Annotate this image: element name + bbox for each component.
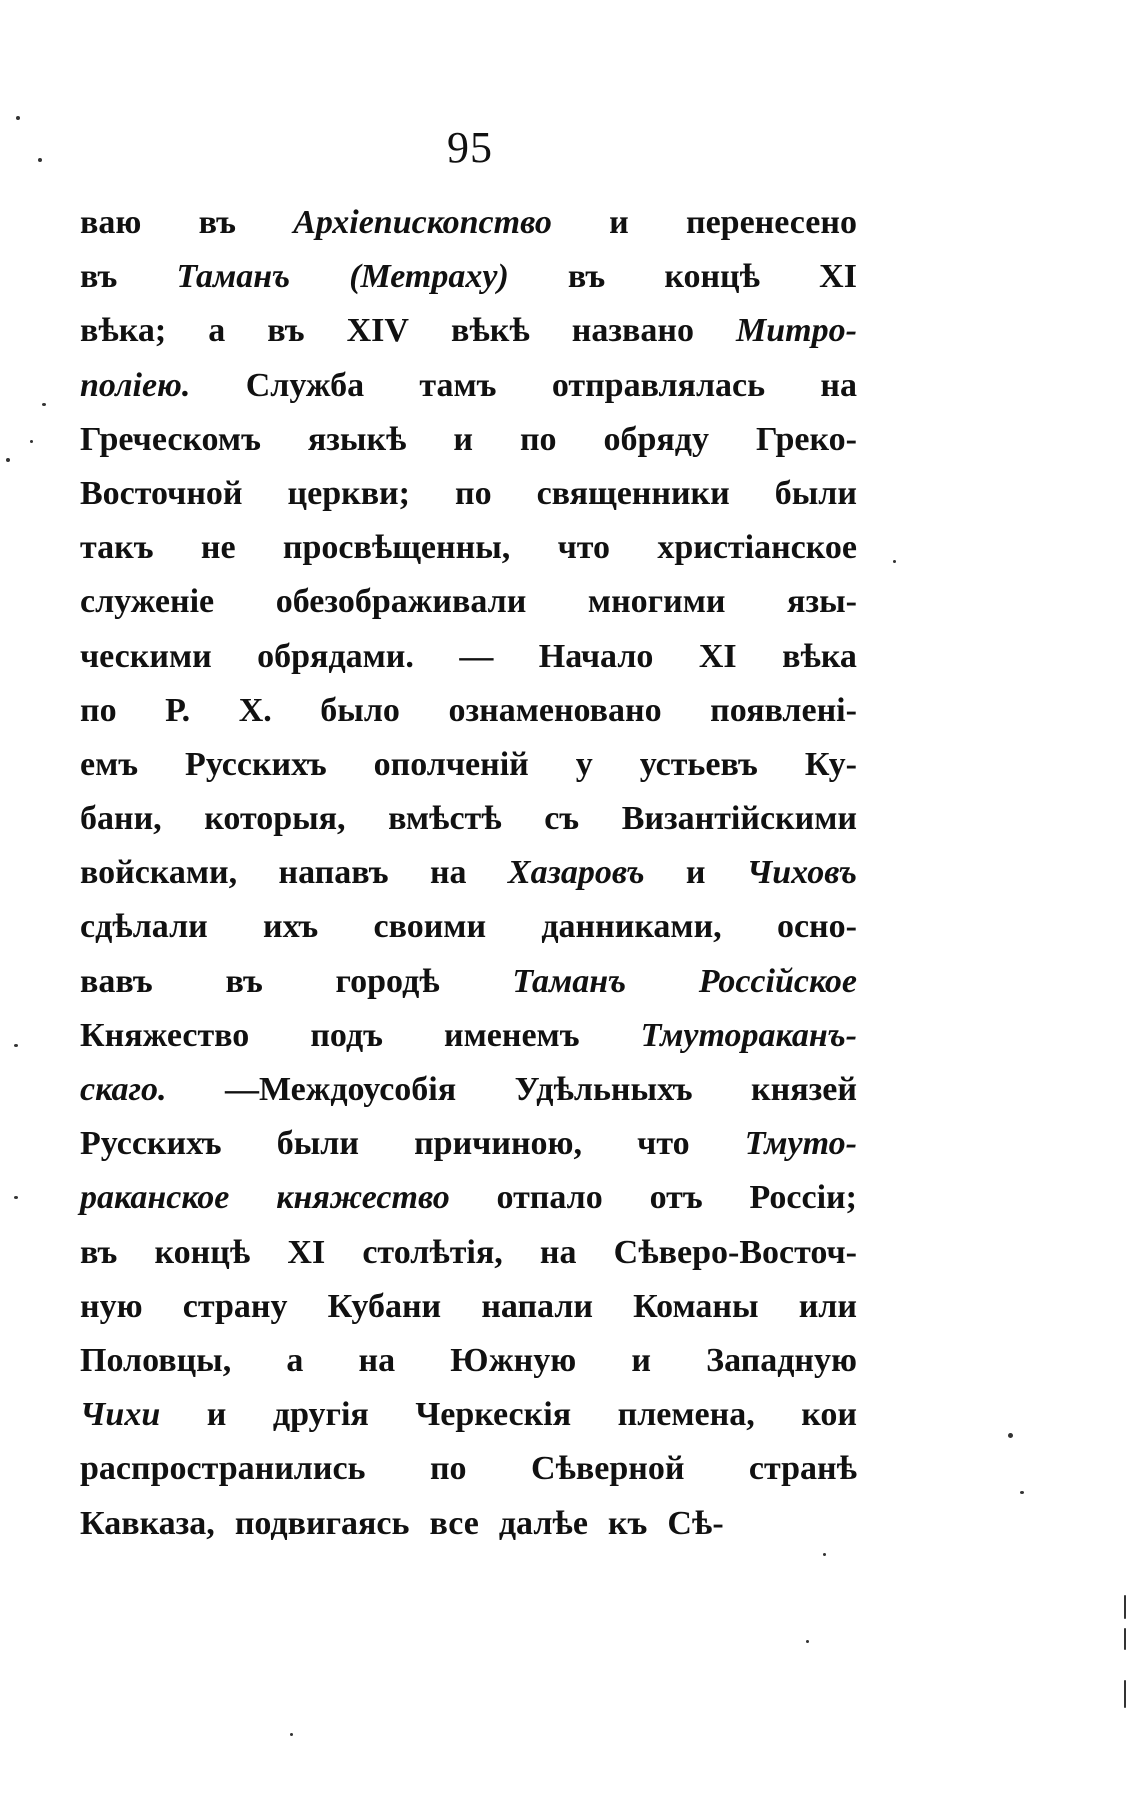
word: Южную [450, 1341, 577, 1379]
word: служеніе [80, 583, 215, 621]
word: столѣтія, [362, 1233, 503, 1271]
word: на [820, 366, 857, 404]
word: — [459, 637, 494, 675]
word: обезображивали [275, 583, 527, 621]
word: племена, [617, 1396, 755, 1434]
scan-speck [42, 403, 46, 406]
scan-speck [38, 158, 42, 162]
word: Сѣ- [667, 1504, 724, 1542]
word: ную [80, 1287, 143, 1325]
text-line [80, 1334, 857, 1388]
text-line [80, 359, 857, 413]
word: напали [481, 1287, 594, 1325]
word: появлені- [710, 691, 857, 729]
word: къ [607, 1504, 648, 1542]
scan-speck [6, 458, 10, 462]
word: съ [544, 800, 580, 838]
word: далѣе [498, 1504, 588, 1542]
word: Команы [633, 1287, 759, 1325]
word: вѣка [782, 637, 857, 675]
word: Кубани [327, 1287, 442, 1325]
word: Западную [706, 1341, 857, 1379]
word: въ [198, 204, 236, 241]
word: данниками, [541, 908, 722, 946]
scan-speck [16, 116, 20, 120]
italic-word: Чиховъ [746, 854, 857, 892]
text-line [80, 1117, 857, 1171]
text-line [80, 630, 857, 684]
word: были [774, 474, 857, 512]
italic-word: Таманъ [512, 962, 627, 1000]
word: христіанское [657, 529, 857, 567]
word: обрядами. [257, 637, 414, 675]
text-line [80, 304, 857, 358]
scan-speck [1008, 1433, 1013, 1438]
text-line [80, 413, 857, 467]
scan-speck [1124, 1595, 1126, 1619]
italic-word: поліею. [80, 366, 191, 404]
body-text [80, 196, 857, 1551]
word: ихъ [263, 908, 319, 946]
word: Русскихъ [185, 745, 327, 783]
word: по [429, 1450, 467, 1488]
word: Начало [538, 637, 654, 675]
word: ваю [80, 204, 142, 241]
word: у [575, 745, 593, 783]
word: осно- [776, 908, 857, 946]
word: бани, [80, 800, 162, 838]
word: языкѣ [307, 420, 407, 458]
scan-speck [1020, 1491, 1024, 1494]
word: —Междоусобія [224, 1071, 457, 1108]
text-line [80, 521, 857, 575]
word: Русскихъ [80, 1125, 222, 1163]
text-line [80, 684, 857, 738]
word: въ [80, 1233, 118, 1271]
text-line [80, 250, 857, 304]
scan-speck [893, 560, 896, 563]
italic-word: Тмутораканъ- [640, 1016, 857, 1054]
scan-speck [1124, 1680, 1126, 1708]
word: сдѣлали [80, 908, 208, 946]
word: названо [571, 312, 694, 350]
word: распространились [80, 1450, 366, 1488]
word: по [454, 474, 492, 512]
word: ознаменовано [448, 691, 662, 729]
text-line [80, 1009, 857, 1063]
italic-word: Россійское [698, 962, 857, 1000]
word: подъ [310, 1016, 383, 1054]
word: подвигаясь [234, 1504, 410, 1542]
word: Служба [245, 366, 365, 404]
word: своими [373, 908, 487, 946]
word: обряду [603, 420, 710, 458]
scan-speck [823, 1553, 826, 1556]
word: въ [80, 258, 118, 296]
word: по [80, 691, 117, 729]
italic-word: раканское [80, 1179, 230, 1217]
word: вѣкѣ [450, 312, 530, 350]
word: Россіи; [749, 1179, 857, 1217]
word: XI [698, 637, 737, 675]
word: на [539, 1233, 577, 1271]
word: князей [751, 1071, 857, 1108]
word: на [429, 854, 467, 892]
word: войсками, [80, 854, 238, 892]
word: не [200, 529, 236, 567]
word: вмѣстѣ [388, 800, 502, 838]
word: вѣка; [80, 312, 167, 350]
word: другія [272, 1396, 369, 1434]
italic-word: (Метраху) [349, 258, 509, 296]
word: странѣ [748, 1450, 857, 1488]
word: Удѣльныхъ [514, 1071, 693, 1108]
italic-word: Архіепископство [293, 204, 552, 241]
italic-word: Таманъ [176, 258, 291, 296]
scan-speck [14, 1044, 18, 1047]
word: было [320, 691, 400, 729]
word: ческими [80, 637, 212, 675]
word: Греко- [755, 420, 857, 458]
word: Византійскими [621, 800, 857, 838]
word: или [798, 1287, 857, 1325]
word: Сѣверо-Восточ- [613, 1233, 857, 1271]
scan-speck [290, 1733, 293, 1736]
word: страну [182, 1287, 288, 1325]
text-line [80, 792, 857, 846]
word: Ку- [804, 745, 857, 783]
text-line [80, 846, 857, 900]
word: Черкескія [415, 1396, 572, 1434]
word: причиною, [414, 1125, 583, 1163]
word: язы- [787, 583, 857, 621]
word: отпало [496, 1179, 603, 1217]
word: XIV [346, 312, 409, 350]
italic-word: Чихи [80, 1396, 161, 1434]
word: что [637, 1125, 690, 1163]
word: устьевъ [639, 745, 758, 783]
italic-word: скаго. [80, 1071, 167, 1108]
word: все [429, 1504, 479, 1542]
word: кои [801, 1396, 857, 1434]
word: въ [267, 312, 305, 350]
scan-speck [30, 440, 33, 443]
text-line [80, 900, 857, 954]
word: отъ [649, 1179, 703, 1217]
word: которыя, [204, 800, 346, 838]
text-line [80, 1226, 857, 1280]
text-line [80, 738, 857, 792]
text-line [80, 1497, 857, 1551]
text-line [80, 196, 857, 250]
text-line [80, 1171, 857, 1225]
text-line [80, 575, 857, 629]
word: концѣ [154, 1233, 251, 1271]
scan-speck [806, 1640, 809, 1643]
word: ополченій [373, 745, 529, 783]
word: именемъ [444, 1016, 580, 1054]
word: вавъ [80, 962, 153, 1000]
italic-word: Митро- [736, 312, 857, 350]
word: Греческомъ [80, 420, 261, 458]
word: отправлялась [551, 366, 766, 404]
word: а [286, 1341, 304, 1379]
italic-word: Тмуто- [744, 1125, 857, 1163]
word: по [519, 420, 557, 458]
scan-speck [14, 1196, 18, 1199]
word: и [631, 1341, 651, 1379]
italic-word: княжество [276, 1179, 450, 1217]
word: XI [819, 258, 857, 296]
text-line [80, 467, 857, 521]
word: священники [536, 474, 730, 512]
word: тамъ [419, 366, 497, 404]
text-line [80, 1063, 857, 1117]
word: въ [567, 258, 606, 296]
word: и [453, 420, 473, 458]
text-line [80, 955, 857, 1009]
page-number: 95 [447, 123, 493, 172]
word: Княжество [80, 1016, 250, 1054]
word: концѣ [664, 258, 761, 296]
word: такъ [80, 529, 154, 567]
word: Х. [238, 691, 272, 729]
word: и [206, 1396, 227, 1434]
word: и [609, 204, 629, 241]
word: XI [287, 1233, 326, 1271]
word: напавъ [278, 854, 389, 892]
word: на [358, 1341, 396, 1379]
scan-speck [1124, 1628, 1126, 1650]
word: городѣ [335, 962, 440, 1000]
word: Р. [165, 691, 191, 729]
text-line [80, 1442, 857, 1496]
word: и [685, 854, 706, 892]
text-line [80, 1388, 857, 1442]
word: въ [225, 962, 263, 1000]
word: многими [587, 583, 726, 621]
word: Кавказа, [80, 1504, 215, 1542]
word: Сѣверной [530, 1450, 685, 1488]
text-line [80, 1280, 857, 1334]
word: церкви; [287, 474, 410, 512]
word: просвѣщенны, [282, 529, 511, 567]
word: Половцы, [80, 1341, 232, 1379]
word: что [557, 529, 611, 567]
word: были [276, 1125, 359, 1163]
word: а [208, 312, 226, 350]
italic-word: Хазаровъ [507, 854, 645, 892]
word: перенесено [685, 204, 857, 241]
word: Восточной [80, 474, 243, 512]
word: емъ [80, 745, 139, 783]
